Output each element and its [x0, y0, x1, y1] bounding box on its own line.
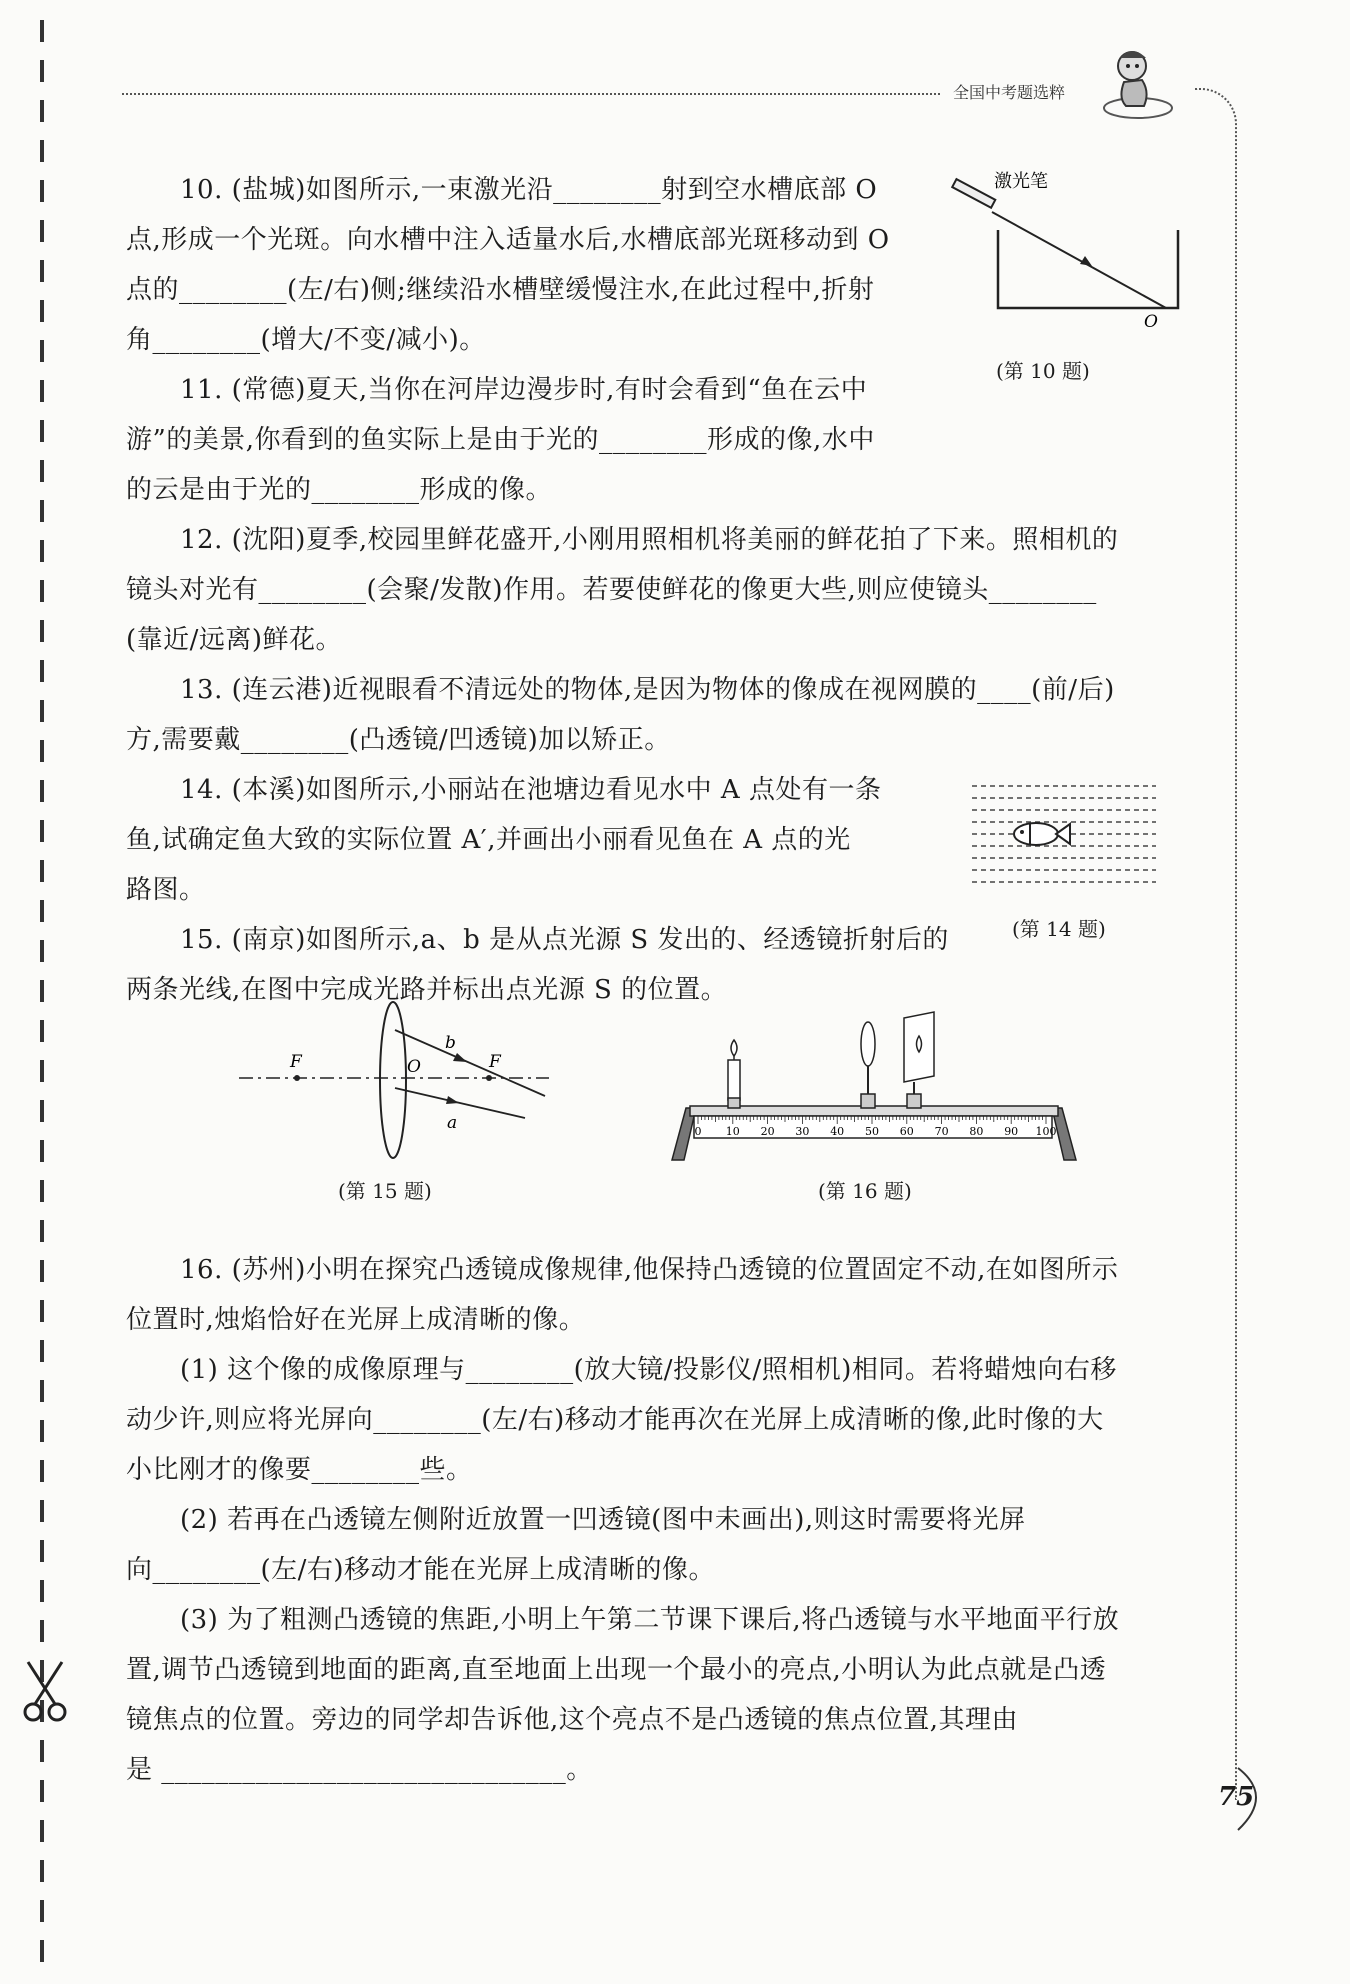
- q12-line1: 12. (沈阳)夏季,校园里鲜花盛开,小刚用照相机将美丽的鲜花拍了下来。照相机的: [180, 525, 1119, 555]
- fish-icon: [1014, 823, 1070, 845]
- q16-3-line1: (3) 为了粗测凸透镜的焦距,小明上午第二节课下课后,将凸透镜与水平地面平行放: [180, 1605, 1120, 1635]
- mascot-icon: [1098, 44, 1178, 120]
- ruler-tick-label: 30: [795, 1125, 810, 1138]
- page-border-dotted: [1195, 88, 1237, 1800]
- q10-line2: 点,形成一个光斑。向水槽中注入适量水后,水槽底部光斑移动到 O: [126, 225, 890, 255]
- figure-14: [970, 782, 1160, 892]
- candle-flame-icon: [731, 1040, 737, 1056]
- q11-line3: 的云是由于光的________形成的像。: [126, 475, 553, 505]
- ray-a: [395, 1088, 525, 1118]
- q16-1-line3: 小比刚才的像要________些。: [126, 1455, 473, 1485]
- ruler-tick-label: 0: [694, 1125, 702, 1138]
- q12-line3: (靠近/远离)鲜花。: [126, 625, 343, 655]
- header-rule: [122, 93, 940, 95]
- ray-b-label: b: [445, 1033, 456, 1053]
- ruler-tick-label: 60: [899, 1125, 914, 1138]
- q10-line3: 点的________(左/右)侧;继续沿水槽壁缓慢注水,在此过程中,折射: [126, 275, 875, 305]
- q11-line2: 游”的美景,你看到的鱼实际上是由于光的________形成的像,水中: [126, 425, 875, 455]
- q13-line2: 方,需要戴________(凸透镜/凹透镜)加以矫正。: [126, 725, 671, 755]
- ruler-tick-label: 50: [865, 1125, 879, 1138]
- q15-line1: 15. (南京)如图所示,a、b 是从点光源 S 发出的、经透镜折射后的: [180, 925, 949, 955]
- laser-label: 激光笔: [994, 171, 1048, 192]
- ruler-tick-label: 80: [969, 1125, 984, 1138]
- q14-line1: 14. (本溪)如图所示,小丽站在池塘边看见水中 A 点处有一条: [180, 775, 882, 805]
- q11-line1: 11. (常德)夏天,当你在河岸边漫步时,有时会看到“鱼在云中: [180, 375, 868, 405]
- scissors-icon: [22, 1660, 68, 1726]
- focus-right-label: F: [489, 1052, 501, 1072]
- light-screen: [904, 1012, 934, 1082]
- q16-line2: 位置时,烛焰恰好在光屏上成清晰的像。: [126, 1305, 586, 1335]
- q13-line1: 13. (连云港)近视眼看不清远处的物体,是因为物体的像成在视网膜的____(前/后): [180, 675, 1115, 705]
- figure-16: [668, 1010, 1080, 1170]
- q16-3-line4: 是 ______________________________。: [126, 1755, 593, 1785]
- convex-lens: [861, 1022, 875, 1066]
- figure-10: [940, 160, 1190, 340]
- q14-line3: 路图。: [126, 875, 206, 905]
- ruler-tick-label: 70: [934, 1125, 949, 1138]
- q10-line1: 10. (盐城)如图所示,一束激光沿________射到空水槽底部 O: [180, 175, 878, 205]
- caption-fig16: (第 16 题): [818, 1179, 912, 1203]
- q16-2-line1: (2) 若再在凸透镜左侧附近放置一凹透镜(图中未画出),则这时需要将光屏: [180, 1505, 1026, 1535]
- caption-fig10: (第 10 题): [996, 359, 1090, 383]
- q10-line4: 角________(增大/不变/减小)。: [126, 325, 486, 355]
- q15-line2: 两条光线,在图中完成光路并标出点光源 S 的位置。: [126, 975, 728, 1005]
- q16-1-line1: (1) 这个像的成像原理与________(放大镜/投影仪/照相机)相同。若将蜡烛向右移: [180, 1355, 1117, 1385]
- focus-left-label: F: [290, 1052, 302, 1072]
- ruler-tick-label: 90: [1004, 1125, 1019, 1138]
- ruler-tick-label: 100: [1035, 1125, 1057, 1138]
- q16-line1: 16. (苏州)小明在探究凸透镜成像规律,他保持凸透镜的位置固定不动,在如图所示: [180, 1255, 1119, 1285]
- ray-a-label: a: [447, 1113, 458, 1133]
- point-o-label: O: [1144, 312, 1158, 332]
- page-number: 75: [1218, 1782, 1255, 1812]
- q16-3-line2: 置,调节凸透镜到地面的距离,直至地面上出现一个最小的亮点,小明认为此点就是凸透: [126, 1655, 1107, 1685]
- ruler-tick-label: 10: [725, 1125, 740, 1138]
- caption-fig14: (第 14 题): [1012, 917, 1106, 941]
- q16-3-line3: 镜焦点的位置。旁边的同学却告诉他,这个亮点不是凸透镜的焦点位置,其理由: [126, 1705, 1019, 1735]
- ruler-tick-label: 40: [830, 1125, 845, 1138]
- q12-line2: 镜头对光有________(会聚/发散)作用。若要使鲜花的像更大些,则应使镜头________: [126, 575, 1097, 605]
- q16-2-line2: 向________(左/右)移动才能在光屏上成清晰的像。: [126, 1555, 716, 1585]
- ruler-tick-label: 20: [760, 1125, 775, 1138]
- caption-fig15: (第 15 题): [338, 1179, 432, 1203]
- q14-line2: 鱼,试确定鱼大致的实际位置 A′,并画出小丽看见鱼在 A 点的光: [126, 825, 851, 855]
- q16-1-line2: 动少许,则应将光屏向________(左/右)移动才能再次在光屏上成清晰的像,此时像的大: [126, 1405, 1104, 1435]
- header-label: 全国中考题选粹: [953, 83, 1066, 102]
- center-o-label: O: [407, 1057, 421, 1077]
- figure-15: [235, 1000, 555, 1170]
